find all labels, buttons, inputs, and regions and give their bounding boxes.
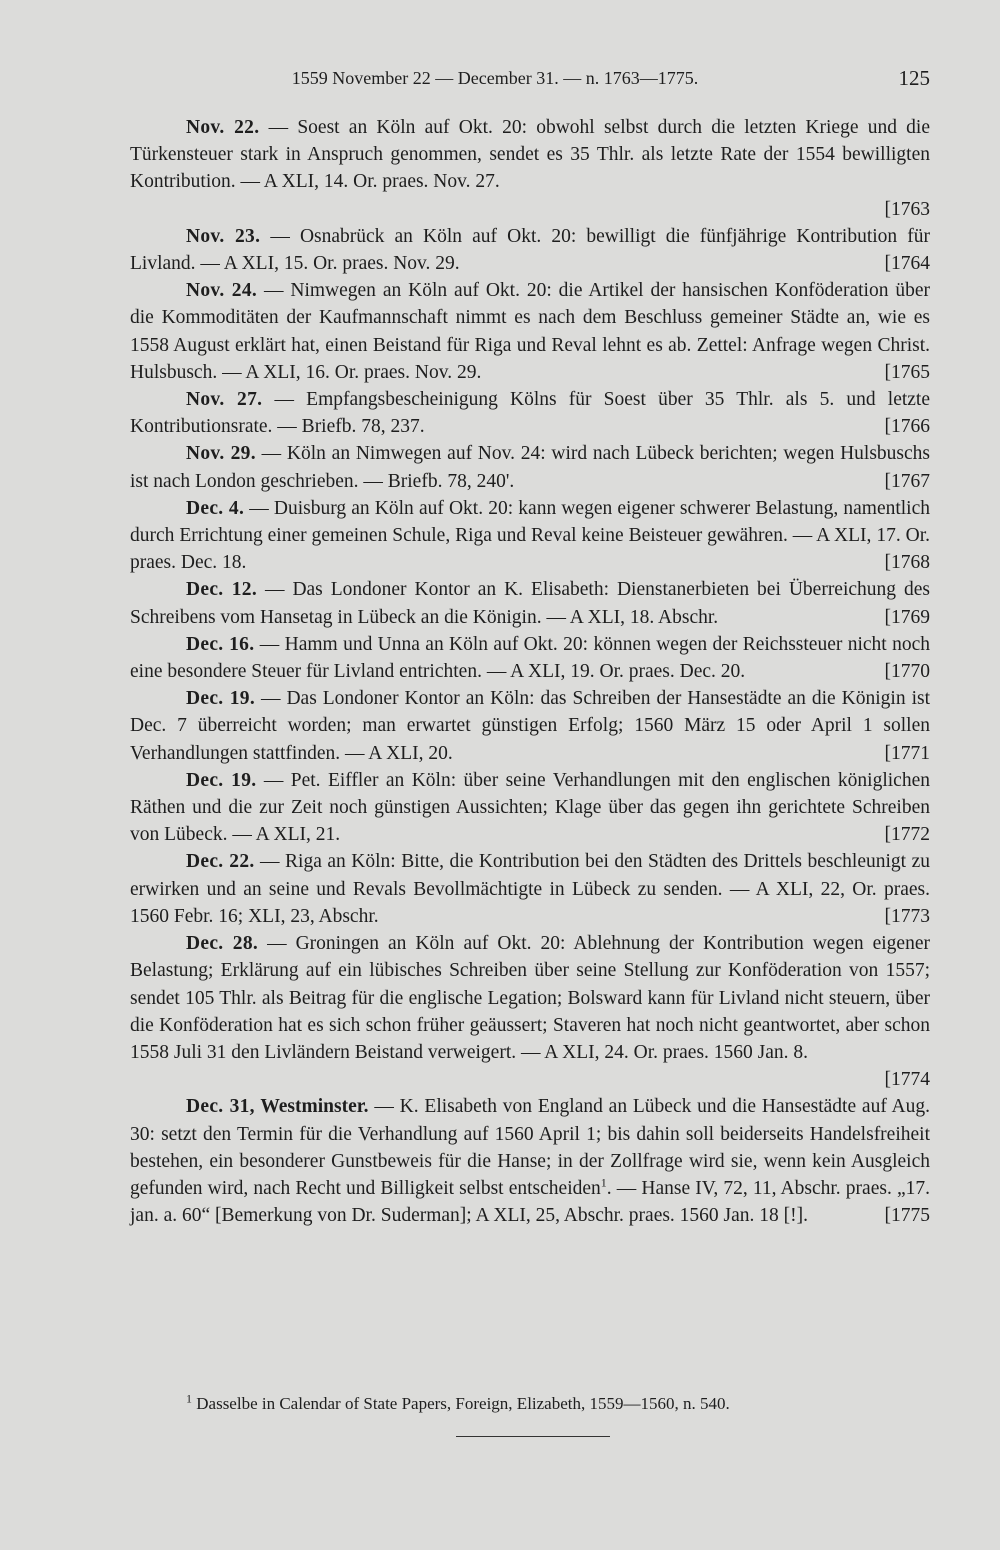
- entry-text: — Groningen an Köln auf Okt. 20: Ablehnung der Kontribution wegen eigener Belastung; Erklärung auf ein lübisches Schreiben über seine Stellung zur Konföderation von 1557; sendet 105 Thlr. als Beitrag für die englische Legation; Bolsward kann für Livland nicht steuern, über die Konföderation hat es sich schon früher geäussert; Staveren hat noch nicht geantwortet, aber schon 1558 Juli 31 den Livländern Beistand verweigert. — A XLI, 24. Or. praes. 1560 Jan. 8.: [130, 933, 930, 1063]
- footnote-reference: 1: [600, 1175, 607, 1190]
- footnote-text: Dasselbe in Calendar of State Papers, Foreign, Elizabeth, 1559—1560, n. 540.: [192, 1394, 730, 1413]
- entry-number: [1772: [884, 824, 930, 846]
- entry-date: Nov. 29.: [186, 443, 256, 465]
- entry-text-continued: . — Hanse IV, 72, 11, Abschr. praes. „17. jan. a. 60“ [Bemerkung von Dr. Suderman]; A XLI, 25, Abschr. praes. 1560 Jan. 18 [!].: [130, 1177, 930, 1227]
- entry-number: [1770: [884, 661, 930, 683]
- entry-text: — Hamm und Unna an Köln auf Okt. 20: können wegen der Reichssteuer nicht noch eine besondere Steuer für Livland entrichten. — A XLI, 19. Or. praes. Dec. 20.: [130, 633, 930, 683]
- regest-entry: [130, 440, 930, 494]
- entry-number: [1768: [884, 552, 930, 574]
- entry-number: [1765: [884, 361, 930, 383]
- entry-text: — Duisburg an Köln auf Okt. 20: kann wegen eigener schwerer Belastung, namentlich durch Errichtung einer gemeinen Schule, Riga und Reval keine Beisteuer gewähren. — A XLI, 17. Or. praes. Dec. 18.: [130, 497, 931, 574]
- entry-date: Nov. 23.: [186, 225, 261, 247]
- entry-number: [1764: [884, 253, 930, 275]
- entry-date: Nov. 24.: [186, 280, 258, 302]
- entry-number: [1774: [884, 1069, 930, 1091]
- regest-entry: [130, 495, 930, 577]
- entry-date: Dec. 19.: [186, 688, 256, 710]
- entry-date: Dec. 19.: [186, 769, 257, 791]
- entry-number: [1767: [884, 470, 930, 492]
- entry-text: — Das Londoner Kontor an K. Elisabeth: Dienstanerbieten bei Überreichung des Schreibens vom Hansetag in Lübeck an die Königin. — A XLI, 18. Abschr.: [130, 579, 930, 628]
- entry-text: — Pet. Eiffler an Köln: über seine Verhandlungen mit den englischen königlichen Räthen und die zur Zeit noch günstigen Aussichten; Klage über das gegen ihn gerichtete Schreiben von Lübeck. — A XLI, 21.: [130, 769, 930, 846]
- entry-date: Dec. 16.: [186, 633, 255, 655]
- regest-entry: [130, 114, 930, 223]
- entry-text: — Soest an Köln auf Okt. 20: obwohl selbst durch die letzten Kriege und die Türkensteuer stark in Anspruch genommen, sendet es 35 Thlr. als letzte Rate der 1554 bewilligten Kontribution. — A XLI, 14. Or. praes. Nov. 27.: [130, 117, 930, 193]
- entry-date: Dec. 22.: [186, 851, 255, 873]
- entry-number: [1763: [884, 198, 930, 220]
- entry-text: — Empfangsbescheinigung Kölns für Soest über 35 Thlr. als 5. und letzte Kontributionsrate. — Briefb. 78, 237.: [130, 389, 931, 438]
- footnote: [130, 1392, 930, 1416]
- running-title: 1559 November 22 — December 31. — n. 1763—1775.: [291, 68, 699, 88]
- regest-entry: [130, 685, 930, 767]
- entry-number: [1766: [884, 416, 930, 438]
- regest-entry: [130, 386, 930, 440]
- entry-date: Nov. 22.: [186, 117, 260, 138]
- regest-entry: [130, 767, 930, 849]
- entry-number: [1771: [884, 742, 930, 764]
- entry-date: Dec. 28.: [186, 933, 259, 955]
- page-number: 125: [898, 66, 930, 90]
- regest-entry: [130, 930, 930, 1093]
- entry-number: [1773: [884, 905, 930, 927]
- regest-entry: [130, 631, 930, 685]
- entry-text: — Riga an Köln: Bitte, die Kontribution bei den Städten des Drittels beschleunigt zu erwirken und an seine und Revals Bevollmächtigte in Lübeck zu senden. — A XLI, 22, Or. praes. 1560 Febr. 16; XLI, 23, Abschr.: [130, 851, 930, 927]
- footnote-mark: 1: [186, 1391, 192, 1406]
- regest-entry: [130, 277, 930, 386]
- entry-text: — Köln an Nimwegen auf Nov. 24: wird nach Lübeck berichten; wegen Hulsbuschs ist nach London geschrieben. — Briefb. 78, 240'.: [130, 443, 931, 492]
- entry-text: — Nimwegen an Köln auf Okt. 20: die Artikel der hansischen Konföderation über die Kommoditäten der Kaufmannschaft nimmt es nach dem Beschluss gemeiner Städte an, wie es 1558 August erklärt hat, einen Beistand für Riga und Reval lehnt es ab. Zettel: Anfrage wegen Christ. Hulsbusch. — A XLI, 16. Or. praes. Nov. 29.: [130, 280, 930, 383]
- entry-text: — K. Elisabeth von England an Lübeck und die Hansestädte auf Aug. 30: setzt den Termin für die Verhandlung auf 1560 April 1; bis dahin soll beiderseits Handelsfreiheit bestehen, ein besonderer Gunstbeweis für die Hanse; in der Zollfrage wird sie, wenn kein Ausgleich gefunden wird, nach Recht und Billigkeit selbst entscheiden: [130, 1096, 931, 1199]
- running-header: [130, 64, 930, 94]
- entry-text: — Osnabrück an Köln auf Okt. 20: bewilligt die fünfjährige Kontribution für Livland. — A XLI, 15. Or. praes. Nov. 29.: [130, 225, 930, 275]
- regest-entry: [130, 576, 930, 630]
- entry-text: — Das Londoner Kontor an Köln: das Schreiben der Hansestädte an die Königin ist Dec. 7 überreicht worden; man erwartet günstigen Erfolg; 1560 März 15 oder April 1 sollen Verhandlungen stattfinden. — A XLI, 20.: [130, 688, 930, 764]
- entry-date: Dec. 12.: [186, 579, 258, 601]
- entry-number: [1775: [884, 1205, 930, 1227]
- entry-date: Nov. 27.: [186, 389, 263, 411]
- regest-entry: [130, 848, 930, 930]
- footnote-rule: [456, 1436, 610, 1437]
- entry-list: [130, 114, 930, 1229]
- entry-place: Westminster.: [254, 1096, 369, 1118]
- entry-number: [1769: [884, 606, 930, 628]
- regest-entry: [130, 223, 930, 277]
- entry-date: Dec. 31,: [186, 1096, 255, 1118]
- regest-entry: [130, 1093, 930, 1229]
- entry-date: Dec. 4.: [186, 497, 245, 519]
